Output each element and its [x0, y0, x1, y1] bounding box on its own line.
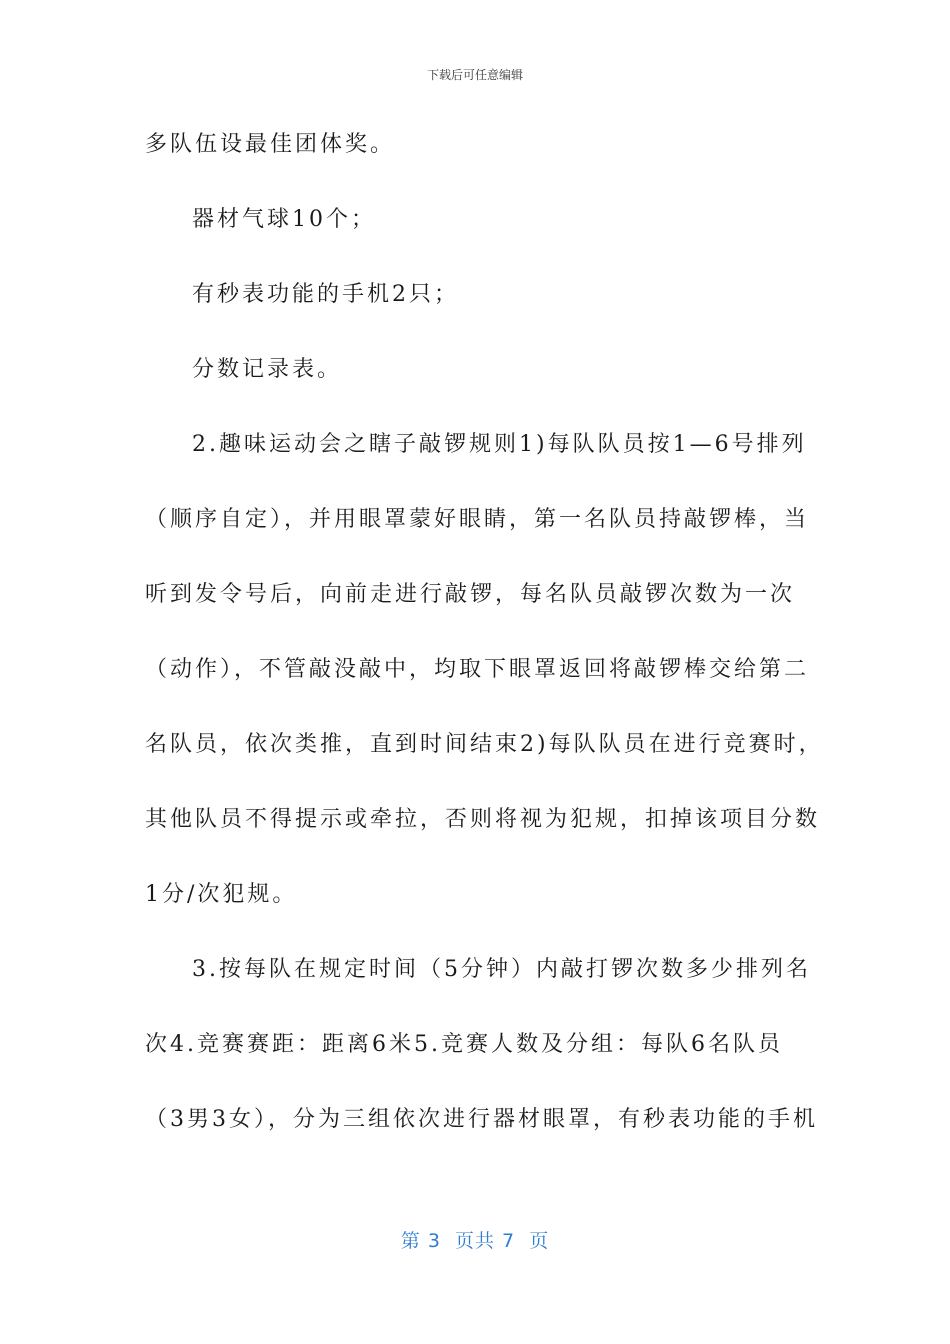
- paragraph-line: 3.按每队在规定时间（5分钟）内敲打锣次数多少排列名: [192, 957, 811, 982]
- paragraph-line: 其他队员不得提示或牵拉，否则将视为犯规，扣掉该项目分数: [145, 807, 821, 832]
- page-number-footer: 第 3 页共 7 页: [400, 1230, 550, 1252]
- paragraph-line: 次4.竞赛赛距：距离6米5.竞赛人数及分组：每队6名队员: [145, 1032, 783, 1057]
- paragraph-line: 有秒表功能的手机2只；: [192, 282, 459, 307]
- document-body: [145, 124, 824, 1174]
- paragraph-line: （3男3女），分为三组依次进行器材眼罩，有秒表功能的手机: [145, 1107, 818, 1132]
- page-header-note: 下载后可任意编辑: [426, 68, 523, 82]
- paragraph-line: 器材气球10个；: [192, 207, 376, 232]
- paragraph-line: 听到发令号后，向前走进行敲锣，每名队员敲锣次数为一次: [145, 582, 796, 607]
- paragraph-line: 1分/次犯规。: [145, 882, 298, 907]
- paragraph-line: （动作），不管敲没敲中，均取下眼罩返回将敲锣棒交给第二: [145, 657, 810, 682]
- paragraph-line: 名队员，依次类推，直到时间结束2)每队队员在进行竞赛时，: [145, 732, 824, 757]
- paragraph-line: 多队伍设最佳团体奖。: [145, 132, 396, 157]
- paragraph-line: （顺序自定），并用眼罩蒙好眼睛，第一名队员持敲锣棒，当: [145, 507, 810, 532]
- paragraph-line: 2.趣味运动会之瞎子敲锣规则1)每队队员按1—6号排列: [192, 432, 807, 457]
- paragraph-line: 分数记录表。: [192, 357, 343, 382]
